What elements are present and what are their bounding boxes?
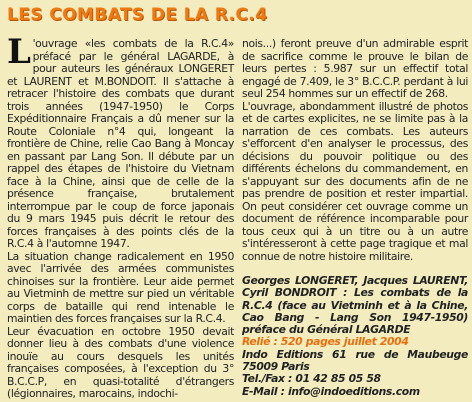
publisher-address: Indo Editions 61 rue de Maubeuge 75009 Paris [242, 347, 468, 374]
left-column [7, 32, 234, 401]
article-title: LES COMBATS DE LA R.C.4 [7, 5, 268, 25]
book-authors-title: Georges LONGERET, Jacques LAURENT, Cyril BONDROIT : Les combats de la R.C.4 (face au Vietminh et à la Chine, Cao Bang - Lang Son 1947-1950) préface du Général LAGARDE [242, 274, 468, 337]
paragraph: La situation change radicalement en 1950 avec l'arrivée des armées communistes chinoises sur la frontière. Leur aide permet au Vietminh de mettre sur pied un véritable corps de bataille qui rend intenable le maintien des forces françaises sur la R.C.4. [7, 249, 234, 325]
paragraph [7, 32, 234, 251]
book-details: Relié : 520 pages juillet 2004 [242, 335, 409, 349]
drop-cap: L [7, 32, 31, 72]
paragraph: L'ouvrage, abondamment illustré de photos et de cartes explicites, ne se limite pas à la narration de ces combats. Les auteurs s'efforcent d'en analyser le processus, des décisions du pouvoir politique ou des différents échelons du commandement, en s'appuyant sur des documents afin de ne pas prendre de position et rester impartial. On peut considérer cet ouvrage comme un document de référence incomparable pour tous ceux qui à un titre ou à un autre s'intéresseront à cette page tragique et mal connue de notre histoire militaire. [242, 99, 468, 263]
book-credits [242, 275, 468, 398]
right-column [242, 38, 468, 398]
paragraph-text: 'ouvrage «les combats de la R.C.4» préfacé par le général LAGARDE, à pour auteurs les généraux LONGERET et LAURENT et M.BONDOIT. Il s'attache à retracer l'histoire des combats que durant trois années (1947-1950) le Corps Expéditionnaire Français a dû mener sur la Route Coloniale n°4 qui, longeant la frontière de Chine, relie Cao Bang à Moncay en passant par Lang Son. Il débute par un rappel des étapes de l'histoire du Vietnam face à la Chine, ainsi que de celle de la présence française, brutalement interrompue par le coup de force japonais du 9 mars 1945 puis décrit le retour des forces françaises à des points clés de la R.C.4 à l'automne 1947. [7, 37, 234, 250]
paragraph: nois...) feront preuve d'un admirable esprit de sacrifice comme le prouve le bilan de leurs pertes : 5.987 sur un effectif total engagé de 7.409, le 3° B.C.C.P. perdant à lui seul 254 hommes sur un effectif de 268. [242, 37, 468, 100]
publisher-email: E-Mail : info@indoeditions.com [242, 384, 420, 398]
publisher-phone: Tel./Fax : 01 42 85 05 58 [242, 372, 381, 386]
paragraph: Leur évacuation en octobre 1950 devait donner lieu à des combats d'une violence inouïe au cours desquels les unités françaises composées, à l'exception du 3° B.C.C.P, en quasi-totalité d'étrangers (légionnaires, marocains, indochi- [7, 324, 234, 400]
